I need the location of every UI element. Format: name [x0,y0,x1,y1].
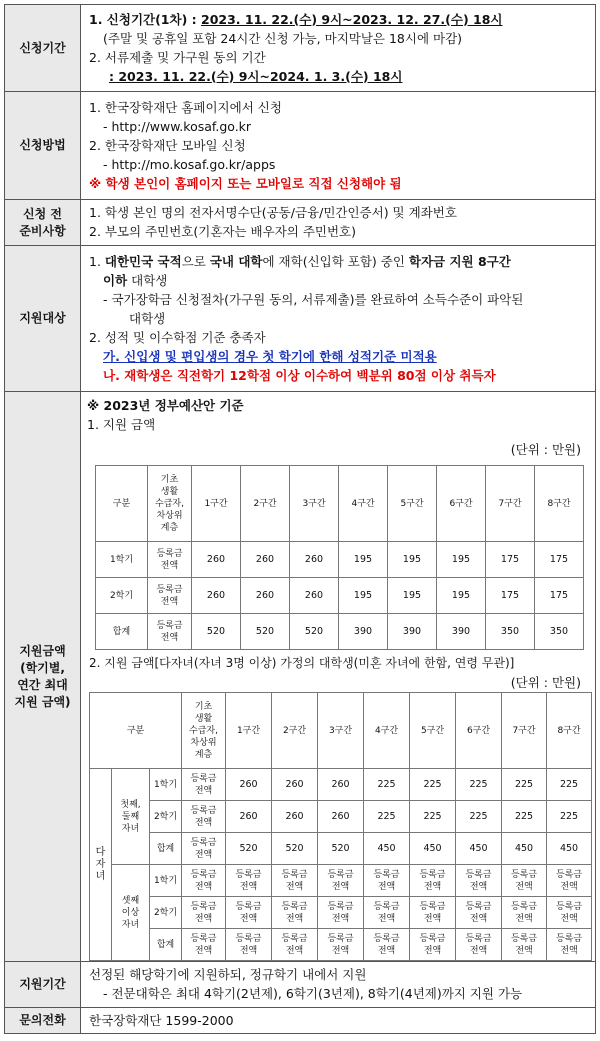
table2-value-cell: 225 [547,769,592,801]
table2-header-cell: 7구간 [502,693,547,769]
table2-value-cell: 등록금 전액 [364,897,410,929]
label-method: 신청방법 [5,92,81,200]
table2-header-cell: 5구간 [410,693,456,769]
table2-value-cell: 등록금 전액 [456,929,502,961]
label-period: 신청기간 [5,5,81,92]
table2-subgroup-label: 셋째 이상 자녀 [112,865,150,961]
table1-value-cell: 260 [241,542,290,578]
table2-row-label: 2학기 [150,897,182,929]
table2-value-cell: 등록금 전액 [272,865,318,897]
table2-value-cell: 등록금 전액 [226,897,272,929]
table1-header-cell: 2구간 [241,466,290,542]
table2-row [90,769,592,801]
target-blue-note: 가. 신입생 및 편입생의 경우 첫 학기에 한해 성적기준 미적용 [103,348,437,364]
period-line3: 2. 서류제출 및 가구원 동의 기간 [89,49,266,65]
table2-value-cell: 225 [410,769,456,801]
prep-line2: 2. 부모의 주민번호(기혼자는 배우자의 주민번호) [89,224,356,239]
period-line1-dates: 2023. 11. 22.(수) 9시~2023. 12. 27.(수) 18시 [201,11,503,27]
support-period-line1: 선정된 해당학기에 지원하되, 정규학기 내에서 지원 [89,967,367,982]
table2-value-cell: 등록금 전액 [364,929,410,961]
table2-subgroup-label: 첫째, 둘째 자녀 [112,769,150,865]
table2-value-cell: 등록금 전액 [272,897,318,929]
table1-value-cell: 350 [535,614,584,650]
table1-value-cell: 195 [388,542,437,578]
table2-row-label: 2학기 [150,801,182,833]
table2-row-label: 합계 [150,929,182,961]
amount-unit2: (단위 : 만원) [510,675,581,690]
table1-basic-cell: 등록금 전액 [148,578,192,614]
table2-basic-cell: 등록금 전액 [182,929,226,961]
table1-header-cell: 4구간 [339,466,388,542]
table2-value-cell: 450 [547,833,592,865]
table2-header-group: 구분 [90,693,182,769]
table1-value-cell: 260 [192,578,241,614]
table1-header-cell: 1구간 [192,466,241,542]
table2-value-cell: 등록금 전액 [410,897,456,929]
period-line4: : 2023. 11. 22.(수) 9시~2024. 1. 3.(수) 18시 [109,68,403,84]
table2-value-cell: 등록금 전액 [502,865,547,897]
label-target: 지원대상 [5,246,81,392]
row-prep [5,200,596,246]
label-prep: 신청 전 준비사항 [5,200,81,246]
target-line1: 1. 대한민국 국적으로 국내 대학에 재학(신입학 포함) 중인 학자금 지원 8구간 [89,253,511,269]
table2-value-cell: 등록금 전액 [272,929,318,961]
table2-value-cell: 450 [364,833,410,865]
target-line3: 대학생 [129,310,166,326]
table2-header-cell: 1구간 [226,693,272,769]
table2-value-cell: 260 [272,801,318,833]
table2-basic-cell: 등록금 전액 [182,801,226,833]
period-line2: (주말 및 공휴일 포함 24시간 신청 가능, 마지막날은 18시에 마감) [103,30,463,46]
table2-row [90,897,592,929]
table1-value-cell: 195 [437,578,486,614]
support-period-line2: - 전문대학은 최대 4학기(2년제), 6학기(3년제), 8학기(4년제)까지 지원 가능 [103,986,523,1001]
table2-value-cell: 225 [502,801,547,833]
table2-value-cell: 등록금 전액 [318,929,364,961]
table1-value-cell: 195 [339,578,388,614]
table2-value-cell: 등록금 전액 [226,929,272,961]
table1-row-label: 1학기 [96,542,148,578]
amount-basis: ※ 2023년 정부예산안 기준 [87,398,244,413]
table1-basic-cell: 등록금 전액 [148,614,192,650]
table2-basic-cell: 등록금 전액 [182,897,226,929]
table2-value-cell: 520 [318,833,364,865]
amount-sub2: 2. 지원 금액[다자녀(자녀 3명 이상) 가정의 대학생(미혼 자녀에 한함, 연령 무관)] [89,656,515,670]
notice-table [4,4,596,1034]
table1-value-cell: 390 [339,614,388,650]
table2-basic-cell: 등록금 전액 [182,769,226,801]
table2-header-cell: 2구간 [272,693,318,769]
row-amount [5,392,596,962]
table2-value-cell: 225 [456,801,502,833]
multi-child-amount-table [89,692,592,961]
table1-value-cell: 195 [388,578,437,614]
method-line1: 1. 한국장학재단 홈페이지에서 신청 [89,99,282,115]
table2-value-cell: 등록금 전액 [318,897,364,929]
target-line1-cont: 이하 대학생 [103,272,168,288]
content-support-period [81,962,596,1008]
method-line2: 2. 한국장학재단 모바일 신청 [89,137,246,153]
table1-value-cell: 260 [290,542,339,578]
table2-value-cell: 260 [272,769,318,801]
table2-header-cell: 기초 생활 수급자, 차상위 계층 [182,693,226,769]
table1-header-cell: 구분 [96,466,148,542]
table1-value-cell: 520 [241,614,290,650]
table2-value-cell: 등록금 전액 [410,929,456,961]
table2-value-cell: 등록금 전액 [547,865,592,897]
row-support-period [5,962,596,1008]
content-method [81,92,596,200]
table1-header-cell: 7구간 [486,466,535,542]
table2-row [90,833,592,865]
table2-header-cell: 3구간 [318,693,364,769]
table2-value-cell: 225 [547,801,592,833]
table2-row-label: 1학기 [150,769,182,801]
table2-group-label: 다 자 녀 [90,769,112,961]
table1-header-cell: 8구간 [535,466,584,542]
table2-value-cell: 225 [502,769,547,801]
table1-value-cell: 260 [192,542,241,578]
row-contact [5,1008,596,1034]
table2-value-cell: 등록금 전액 [456,897,502,929]
content-contact: 한국장학재단 1599-2000 [81,1008,596,1034]
table1-header-cell: 6구간 [437,466,486,542]
content-amount [81,392,596,962]
content-period [81,5,596,92]
table2-value-cell: 225 [410,801,456,833]
table1-value-cell: 175 [486,578,535,614]
table2-row-label: 합계 [150,833,182,865]
table1-value-cell: 350 [486,614,535,650]
table2-value-cell: 450 [410,833,456,865]
table2-value-cell: 450 [456,833,502,865]
table2-value-cell: 225 [364,801,410,833]
table2-row [90,865,592,897]
table1-row [96,578,584,614]
table1-value-cell: 390 [437,614,486,650]
table1-row-label: 2학기 [96,578,148,614]
table1-row-label: 합계 [96,614,148,650]
table1-value-cell: 175 [535,578,584,614]
target-line2: - 국가장학금 신청절차(가구원 동의, 서류제출)를 완료하여 소득수준이 파악된 [103,291,524,307]
table1-value-cell: 390 [388,614,437,650]
table1-value-cell: 175 [535,542,584,578]
notice-document [4,4,596,1034]
table2-basic-cell: 등록금 전액 [182,833,226,865]
row-target [5,246,596,392]
table2-value-cell: 225 [456,769,502,801]
table2-value-cell: 등록금 전액 [547,897,592,929]
amount-unit1: (단위 : 만원) [510,442,581,457]
table2-value-cell: 225 [364,769,410,801]
method-warning: ※ 학생 본인이 홈페이지 또는 모바일로 직접 신청해야 됨 [89,175,402,191]
table1-header-cell: 5구간 [388,466,437,542]
support-amount-table [95,465,584,650]
table1-header-cell: 기초 생활 수급자, 차상위 계층 [148,466,192,542]
table1-value-cell: 195 [339,542,388,578]
table2-header-row [90,693,592,769]
table2-row [90,929,592,961]
table2-value-cell: 등록금 전액 [456,865,502,897]
table2-row-label: 1학기 [150,865,182,897]
table2-value-cell: 등록금 전액 [502,897,547,929]
amount-table1-wrap [95,465,591,650]
content-prep [81,200,596,246]
target-line4: 2. 성적 및 이수학점 기준 충족자 [89,329,266,345]
period-line1-prefix: 1. 신청기간(1차) : [89,11,201,27]
row-method [5,92,596,200]
label-contact: 문의전화 [5,1008,81,1034]
table1-header-cell: 3구간 [290,466,339,542]
table2-value-cell: 등록금 전액 [318,865,364,897]
table2-value-cell: 등록금 전액 [502,929,547,961]
table1-row [96,614,584,650]
table2-value-cell: 등록금 전액 [547,929,592,961]
table1-value-cell: 520 [192,614,241,650]
table2-header-cell: 8구간 [547,693,592,769]
table2-value-cell: 520 [272,833,318,865]
table1-basic-cell: 등록금 전액 [148,542,192,578]
table2-basic-cell: 등록금 전액 [182,865,226,897]
table2-value-cell: 등록금 전액 [410,865,456,897]
table2-value-cell: 등록금 전액 [364,865,410,897]
table2-row [90,801,592,833]
table2-value-cell: 260 [318,769,364,801]
table2-value-cell: 260 [318,801,364,833]
table2-value-cell: 260 [226,769,272,801]
table1-value-cell: 260 [241,578,290,614]
target-red-note: 나. 재학생은 직전학기 12학점 이상 이수하여 백분위 80점 이상 취득자 [103,367,496,383]
table1-value-cell: 195 [437,542,486,578]
table2-value-cell: 등록금 전액 [226,865,272,897]
table1-header-row [96,466,584,542]
table2-value-cell: 520 [226,833,272,865]
method-url2[interactable]: - http://mo.kosaf.go.kr/apps [103,156,276,172]
table1-row [96,542,584,578]
amount-sub1: 1. 지원 금액 [87,417,156,432]
amount-table2-wrap [89,692,591,961]
label-support-period: 지원기간 [5,962,81,1008]
table1-value-cell: 260 [290,578,339,614]
table1-value-cell: 520 [290,614,339,650]
table2-header-cell: 6구간 [456,693,502,769]
table2-value-cell: 450 [502,833,547,865]
table1-value-cell: 175 [486,542,535,578]
prep-line1: 1. 학생 본인 명의 전자서명수단(공동/금융/민간인증서) 및 계좌번호 [89,205,457,220]
table2-header-cell: 4구간 [364,693,410,769]
label-amount: 지원금액 (학기별, 연간 최대 지원 금액) [5,392,81,962]
row-period [5,5,596,92]
method-url1[interactable]: - http://www.kosaf.go.kr [103,118,252,134]
content-target [81,246,596,392]
table2-value-cell: 260 [226,801,272,833]
